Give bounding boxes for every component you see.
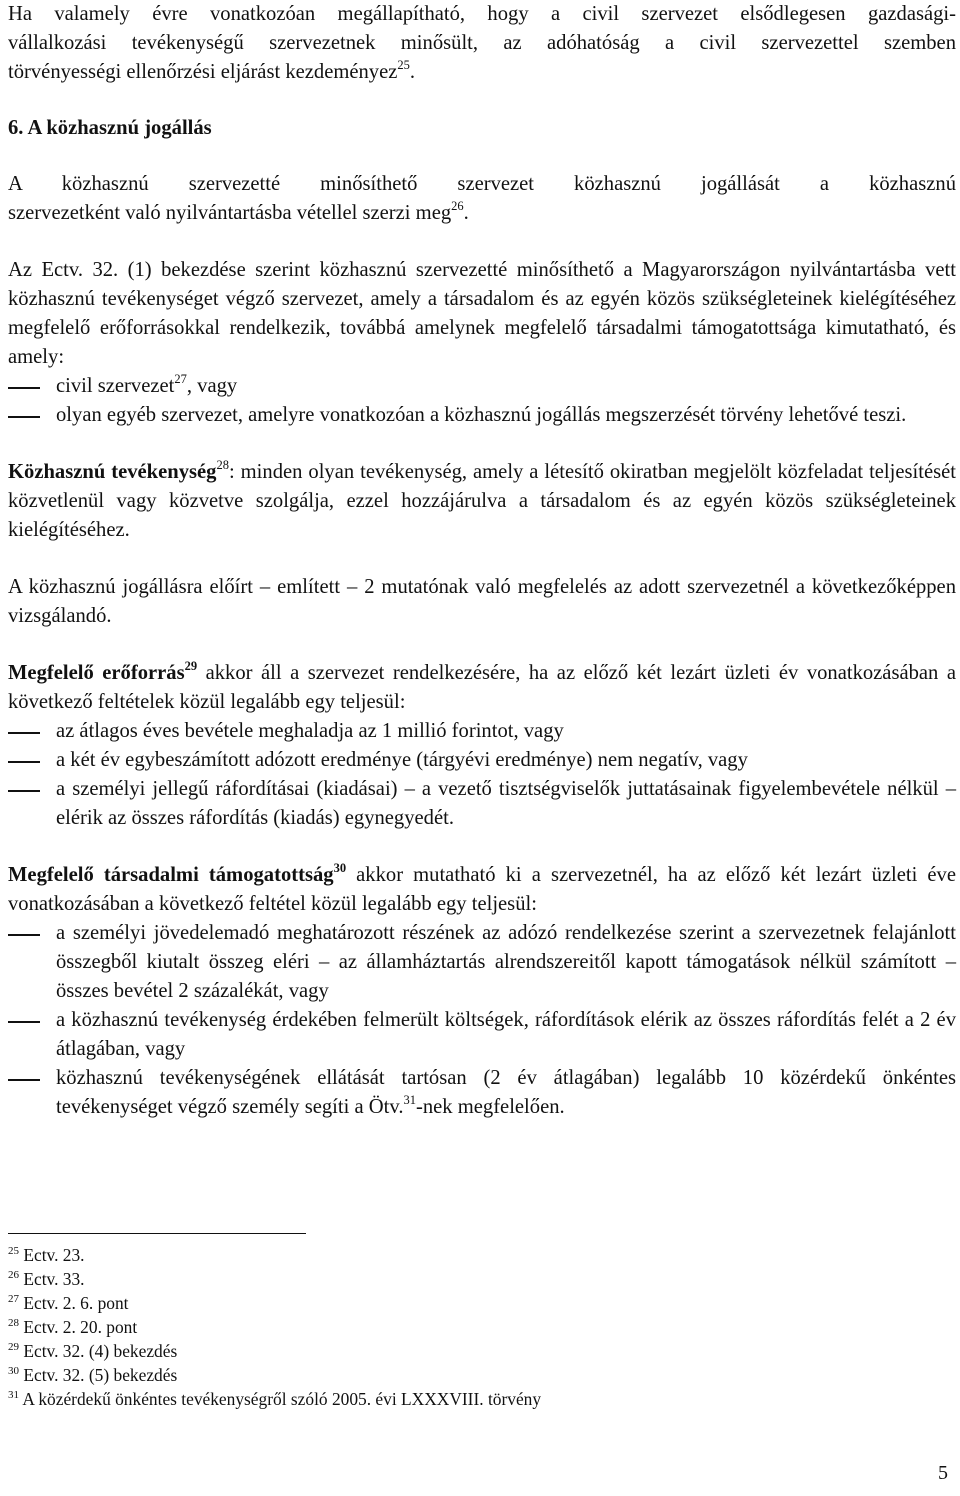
section-heading: 6. A közhasznú jogállás	[8, 117, 212, 139]
footnote-ref[interactable]: 28	[216, 458, 229, 473]
footnote-separator	[8, 1233, 306, 1234]
ectv-paragraph: Az Ectv. 32. (1) bekezdése szerint közhasznú szervezetté minősíthető a Magyarországon nyilvántartásba vett közhasznú tevékenységet végző szervezet, amely a társadalom és az egyén közös szükségleteinek kielégítéséhez megfelelő erőforrásokkal rendelkezik, továbbá amelynek megfelelő társadalmi támogatottsága kimutatható, és amely:	[8, 259, 956, 368]
footnotes	[8, 1243, 541, 1411]
list-item: az átlagos éves bevétele meghaladja az 1 millió forintot, vagy	[8, 717, 956, 746]
footnote: $^{31}$ A közérdekű önkéntes tevékenységről szóló 2005. évi LXXXVIII. törvény	[8, 1389, 542, 1409]
list-item: közhasznú tevékenységének ellátását tartósan (2 év átlagában) legalább 10 közérdekű önkéntes tevékenységet végző személy segíti a Ötv.$^{31}$-nek megfelelően.	[8, 1064, 956, 1122]
list-item: a személyi jellegű ráfordításai (kiadásai) – a vezető tisztségviselők juttatásainak figyelembevétele nélkül – elérik az összes ráfordítás (kiadás) egynegyedét.	[8, 775, 956, 833]
footnote: $^{26}$ Ectv. 33.	[8, 1269, 85, 1289]
criteria-intro: A közhasznú jogállásra előírt – említett – 2 mutatónak való megfelelés az adott szervezetnél a következőképpen vizsgálandó.	[8, 576, 956, 627]
eroforras-definition: Megfelelő erőforrás$^{29}$ akkor áll a szervezet rendelkezésére, ha az előző két lezárt üzleti év vonatkozásában a következő feltételek közül legalább egy teljesül:	[8, 659, 956, 713]
list-item: a közhasznú tevékenység érdekében felmerült költségek, ráfordítások elérik az összes ráfordítás felét a 2 év átlagában, vagy	[8, 1006, 956, 1064]
footnote: $^{30}$ Ectv. 32. (5) bekezdés	[8, 1365, 178, 1385]
dash-bullet	[8, 761, 40, 763]
requirement-list	[8, 372, 956, 430]
defined-term: Közhasznú tevékenység	[8, 461, 217, 483]
intro-line: Ha valamely évre vonatkozóan megállapítható, hogy a civil szervezet elsődlegesen gazdasági-	[8, 3, 956, 25]
page-number: 5	[938, 1462, 948, 1484]
footnote: $^{28}$ Ectv. 2. 20. pont	[8, 1317, 138, 1337]
paragraph-line: A közhasznú szervezetté minősíthető szervezet közhasznú jogállását a közhasznú	[8, 173, 956, 195]
status-paragraph	[8, 170, 956, 228]
list-item: a két év egybeszámított adózott eredménye (tárgyévi eredménye) nem negatív, vagy	[8, 746, 956, 775]
dash-bullet	[8, 790, 40, 792]
footnote-ref[interactable]: 25	[397, 58, 410, 73]
dash-bullet	[8, 416, 40, 418]
document-page	[8, 0, 956, 1122]
intro-line: törvényességi ellenőrzési eljárást kezdeményez$^{25}$.	[8, 58, 416, 83]
footnote-ref[interactable]: 30	[333, 861, 347, 876]
dash-bullet	[8, 1079, 40, 1081]
dash-bullet	[8, 732, 40, 734]
list-item: olyan egyéb szervezet, amelyre vonatkozóan a közhasznú jogállás megszerzését törvény lehetővé teszi.	[8, 401, 956, 430]
list-item: civil szervezet$^{27}$, vagy	[8, 372, 956, 401]
dash-bullet	[8, 387, 40, 389]
footnote: $^{29}$ Ectv. 32. (4) bekezdés	[8, 1341, 178, 1361]
defined-term: Megfelelő erőforrás	[8, 662, 185, 684]
footnote: $^{27}$ Ectv. 2. 6. pont	[8, 1293, 129, 1313]
dash-bullet	[8, 1021, 40, 1023]
footnote-ref[interactable]: 27	[174, 372, 187, 387]
eroforras-list	[8, 717, 956, 833]
footnote-ref[interactable]: 26	[451, 199, 464, 214]
list-item: a személyi jövedelemadó meghatározott részének az adózó rendelkezése szerint a szervezetnek felajánlott összegből kiutalt összeg eléri – az államháztartás alrendszereitől kapott támogatások nélkül számított – összes bevétel 2 százalékát, vagy	[8, 919, 956, 1006]
paragraph-line: szervezetként való nyilvántartásba vétellel szerzi meg$^{26}$.	[8, 199, 469, 224]
intro-paragraph	[8, 0, 956, 87]
tamogatottsag-list	[8, 919, 956, 1122]
footnote-ref[interactable]: 29	[184, 659, 198, 674]
dash-bullet	[8, 934, 40, 936]
tamogatottsag-definition: Megfelelő társadalmi támogatottság$^{30}$ akkor mutatható ki a szervezetnél, ha az előző két lezárt üzleti éve vonatkozásában a következő feltétel közül legalább egy teljesül:	[8, 861, 956, 915]
intro-line: vállalkozási tevékenységű szervezetnek minősült, az adóhatóság a civil szervezettel szemben	[8, 32, 956, 54]
kozhasznu-definition: Közhasznú tevékenység$^{28}$: minden olyan tevékenység, amely a létesítő okiratban megjelölt közfeladat teljesítését közvetlenül vagy közvetve szolgálja, ezzel hozzájárulva a társadalom és az egyén közös szükségleteinek kielégítéséhez.	[8, 458, 956, 541]
footnote-ref[interactable]: 31	[403, 1093, 416, 1108]
footnote: $^{25}$ Ectv. 23.	[8, 1245, 85, 1265]
defined-term: Megfelelő társadalmi támogatottság	[8, 864, 334, 886]
